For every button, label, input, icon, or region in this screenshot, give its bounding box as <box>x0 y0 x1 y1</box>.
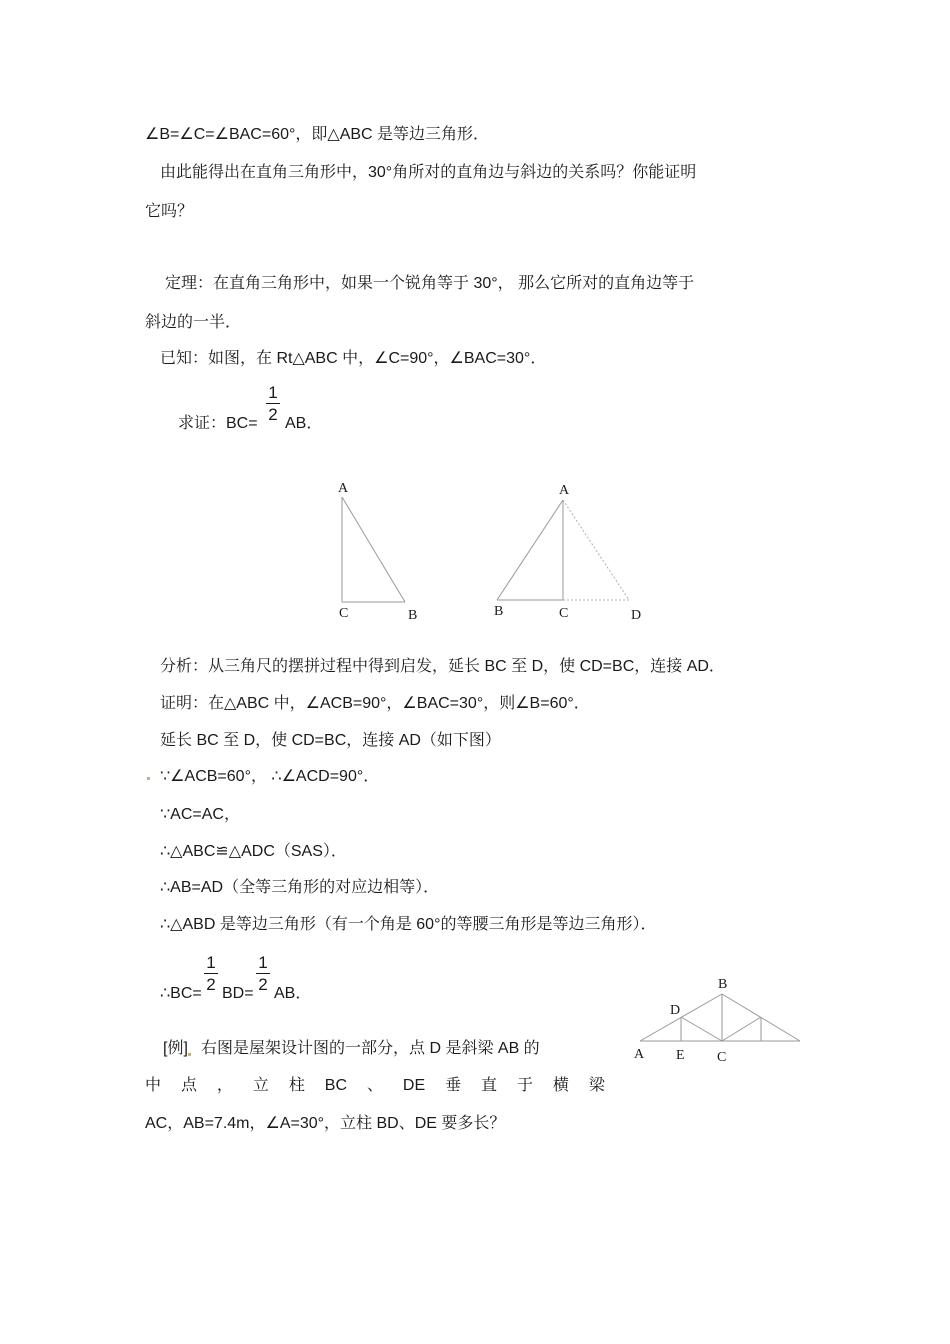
proof-line-7: ∴△ABD 是等边三角形（有一个角是 60°的等腰三角形是等边三角形）． <box>160 916 657 933</box>
label-A: A <box>634 1047 645 1062</box>
example-word: 横 <box>552 1077 569 1094</box>
example-word: 立 <box>252 1077 269 1094</box>
example-word: 点 <box>180 1077 197 1094</box>
fraction-denominator: 2 <box>258 975 268 994</box>
example-tag: [例] <box>163 1040 188 1057</box>
example-word: BC <box>324 1077 347 1094</box>
proof-line-4: ∵AC=AC， <box>160 806 240 823</box>
fraction-denominator: 2 <box>206 975 216 994</box>
example-word: 、 <box>366 1077 383 1094</box>
text-line-equilateral: ∠B=∠C=∠BAC=60°，即△ABC 是等边三角形． <box>145 126 490 143</box>
theorem-line-2: 斜边的一半． <box>145 314 242 331</box>
text-line-question-cont: 它吗？ <box>145 203 194 220</box>
prove-prefix: 求证：BC= <box>178 415 258 432</box>
fraction-half-ab <box>256 954 270 994</box>
label-B: B <box>408 608 418 623</box>
example-line-2 <box>145 1076 605 1096</box>
label-B: B <box>494 604 504 619</box>
brace-right <box>722 1017 761 1041</box>
fraction-numerator: 1 <box>258 953 268 972</box>
conclusion-mid: BD= <box>222 985 254 1002</box>
fraction-half-bd <box>204 954 218 994</box>
proof-line-1: 证明：在△ABC 中，∠ACB=90°，∠BAC=30°，则∠B=60°． <box>160 695 590 712</box>
brace-DC <box>681 1017 722 1041</box>
label-D: D <box>670 1003 681 1018</box>
proof-line-5: ∴△ABC≌△ADC（SAS）． <box>160 843 347 860</box>
label-B: B <box>718 977 728 992</box>
example-line-1: 右图是屋架设计图的一部分，点 D 是斜梁 AB 的 <box>201 1040 540 1057</box>
fraction-bar <box>256 973 270 974</box>
proof-line-6: ∴AB=AD（全等三角形的对应边相等）． <box>160 879 440 896</box>
label-A: A <box>559 483 570 498</box>
example-word: 梁 <box>588 1077 605 1094</box>
example-line-3: AC，AB=7.4m，∠A=30°，立柱 BD、DE 要多长？ <box>145 1115 506 1132</box>
segment-AD-dashed <box>563 500 629 600</box>
example-word: 垂 <box>445 1077 462 1094</box>
example-word: DE <box>402 1077 426 1094</box>
example-word: 直 <box>481 1077 498 1094</box>
fraction-numerator: 1 <box>206 953 216 972</box>
example-word: ， <box>216 1077 233 1094</box>
label-A: A <box>338 481 349 496</box>
prove-suffix: AB． <box>285 415 323 432</box>
segment-AB <box>342 497 405 602</box>
label-D: D <box>631 608 642 623</box>
label-C: C <box>559 606 569 621</box>
theorem-line-1: 定理：在直角三角形中，如果一个锐角等于 30°， 那么它所对的直角边等于 <box>165 275 695 292</box>
text-line-question: 由此能得出在直角三角形中，30°角所对的直角边与斜边的关系吗？你能证明 <box>160 164 697 181</box>
figure-equilateral-triangle <box>485 475 650 625</box>
label-C: C <box>717 1050 727 1065</box>
label-E: E <box>676 1048 685 1063</box>
proof-line-2: 延长 BC 至 D，使 CD=BC，连接 AD（如下图） <box>160 732 501 749</box>
given-line: 已知：如图，在 Rt△ABC 中，∠C=90°，∠BAC=30°． <box>160 350 547 367</box>
proof-line-3: ∵∠ACB=60°， ∴∠ACD=90°． <box>160 768 380 785</box>
fraction-half-prove <box>266 384 280 424</box>
edit-marker <box>188 1053 191 1056</box>
analysis-line: 分析：从三角尺的摆拼过程中得到启发，延长 BC 至 D，使 CD=BC，连接 AD． <box>160 658 725 675</box>
fraction-bar <box>266 403 280 404</box>
label-C: C <box>339 606 349 621</box>
conclusion-prefix: ∴BC= <box>160 985 202 1002</box>
example-word: 中 <box>145 1077 162 1094</box>
figure-right-triangle <box>330 475 430 625</box>
segment-AB <box>497 500 563 600</box>
edit-marker <box>147 777 150 780</box>
figure-roof-truss <box>628 970 808 1070</box>
conclusion-suffix: AB． <box>274 985 312 1002</box>
example-word: 于 <box>516 1077 533 1094</box>
example-word: 柱 <box>288 1077 305 1094</box>
fraction-numerator: 1 <box>268 383 278 402</box>
fraction-bar <box>204 973 218 974</box>
fraction-denominator: 2 <box>268 405 278 424</box>
